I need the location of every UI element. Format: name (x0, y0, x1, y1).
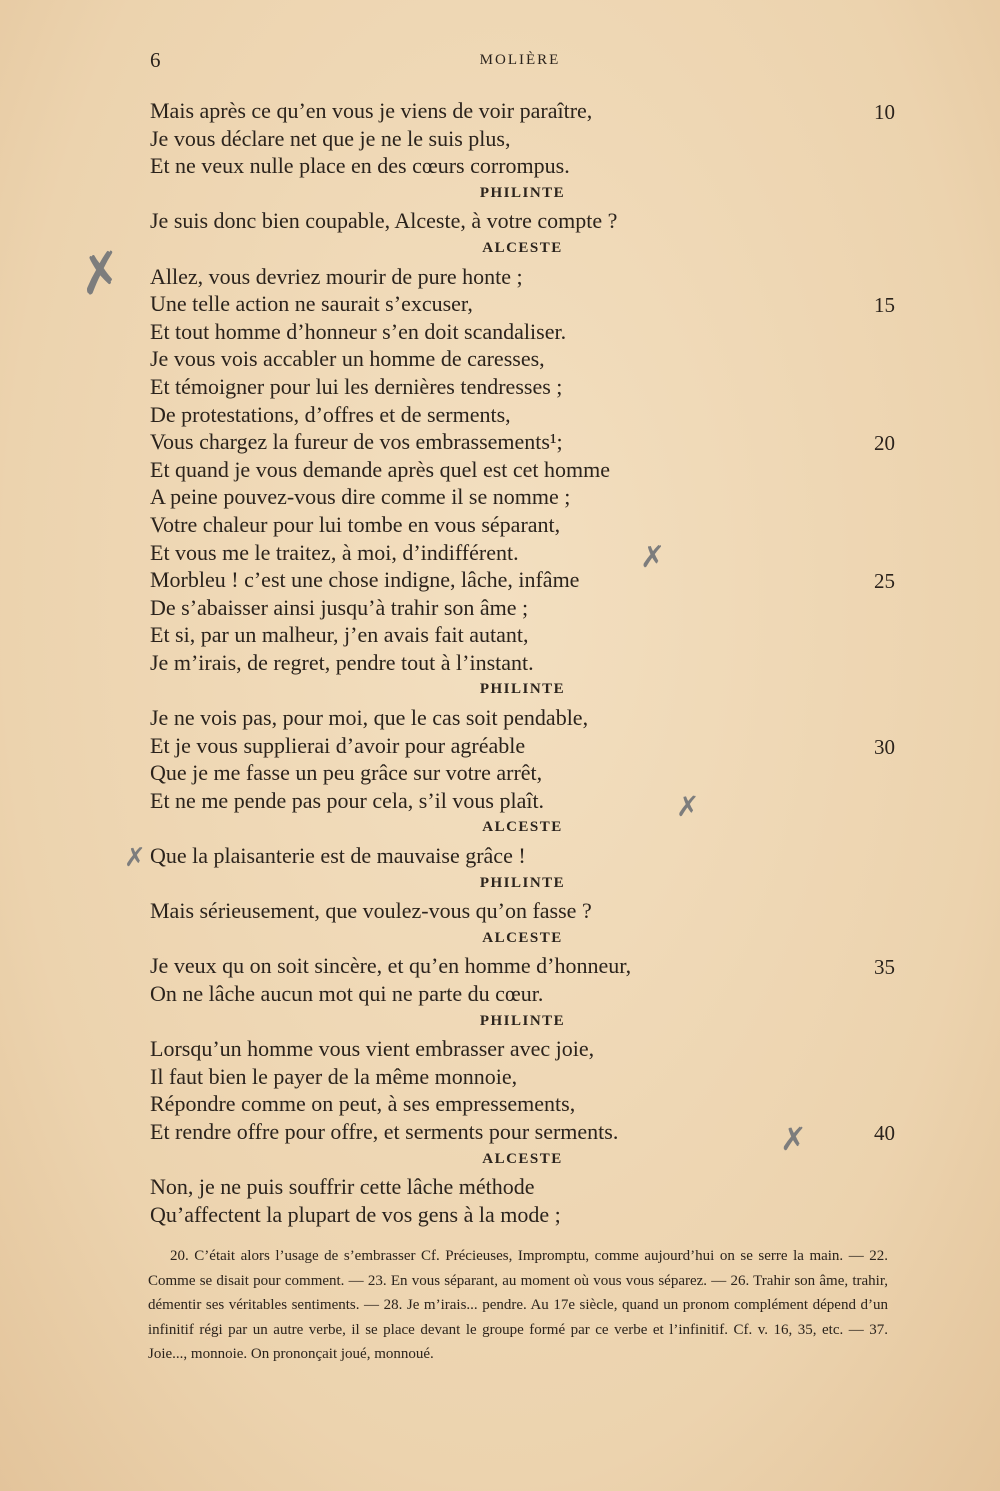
verse-line (150, 952, 895, 980)
pencil-mark-icon: ✗ (124, 843, 146, 873)
verse-line (150, 97, 895, 125)
verse-text: Je m’irais, de regret, pendre tout à l’instant. (150, 649, 534, 675)
verse-text: Il faut bien le payer de la même monnoie, (150, 1063, 518, 1089)
verse-line (150, 373, 895, 401)
verse-line (150, 401, 895, 429)
verse-line (150, 125, 895, 153)
verse-text: Votre chaleur pour lui tombe en vous séparant, (150, 511, 561, 537)
verse-text: On ne lâche aucun mot qui ne parte du cœur. (150, 981, 544, 1006)
page-header (150, 48, 890, 78)
speaker-name (150, 814, 895, 842)
speaker-label: ALCESTE (482, 819, 563, 836)
speaker-name (150, 870, 895, 898)
footnote-text: 20. C’était alors l’usage de s’embrasser Cf. Précieuses, Impromptu, comme aujourd’hui on se serre la main. — 22. Comme se disait pour comment. — 23. En vous séparant, au moment où vous vous séparez. — 26. Trahir son âme, trahir, démentir ses véritables sentiments. — 28. Je m’irais... pendre. Au 17e siècle, quand un pronom complément dépend d’un infinitif régi par un autre verbe, il se place devant le groupe formé par ce verbe et l’infinitif. Cf. v. 16, 35, etc. — 37. Joie..., monnoie. On prononçait joué, monnoué. (148, 1248, 888, 1362)
verse-line (150, 594, 895, 622)
speaker-label: PHILINTE (479, 1012, 566, 1029)
verse-text: Qu’affectent la plupart de vos gens à la mode ; (150, 1201, 561, 1227)
verse-number: 10 (874, 100, 895, 124)
verse-line (150, 152, 895, 180)
running-head: MOLIÈRE (479, 52, 561, 68)
verse-line (150, 649, 895, 677)
verse-text: Allez, vous devriez mourir de pure honte ; (150, 263, 523, 289)
speaker-name (150, 180, 895, 208)
verse-text: De s’abaisser ainsi jusqu’à trahir son âme ; (150, 594, 529, 620)
verse-text: Morbleu ! c’est une chose indigne, lâche, infâme (150, 567, 580, 593)
speaker-name (150, 1008, 895, 1036)
verse-text: Vous chargez la fureur de vos embrassements¹; (150, 429, 563, 455)
verse-line (150, 842, 895, 870)
verse-line (150, 897, 895, 925)
verse-number: 20 (874, 431, 895, 456)
verse-line (150, 456, 895, 484)
page-number: 6 (150, 48, 161, 72)
pencil-mark-icon: ✗ (676, 790, 700, 823)
verse-text: Je suis donc bien coupable, Alceste, à votre compte ? (150, 208, 618, 234)
verse-text: Et vous me le traitez, à moi, d’indifférent. (150, 539, 519, 565)
verse-text: Je veux qu on soit sincère, et qu’en homme d’honneur, (150, 953, 632, 979)
speaker-label: PHILINTE (479, 874, 566, 891)
speaker-label: ALCESTE (482, 929, 563, 946)
verse-line (150, 318, 895, 346)
verse-text: A peine pouvez-vous dire comme il se nomme ; (150, 484, 571, 510)
verse-text: Et rendre offre pour offre, et serments pour serments. (150, 1118, 619, 1144)
pencil-mark-icon: ✗ (640, 540, 666, 575)
verse-line (150, 1201, 895, 1229)
verse-number: 40 (874, 1120, 895, 1145)
verse-line (150, 980, 895, 1008)
speaker-name (150, 925, 895, 953)
verse-line (150, 345, 895, 373)
speaker-label: ALCESTE (482, 239, 563, 256)
verse-line (150, 787, 895, 815)
verse-line (150, 1090, 895, 1118)
speaker-label: PHILINTE (479, 681, 566, 698)
verse-text: Je vous vois accabler un homme de caresses, (150, 346, 545, 372)
verse-number: 35 (874, 955, 895, 980)
verse-number: 15 (874, 293, 895, 318)
verse-text: Une telle action ne saurait s’excuser, (150, 291, 473, 317)
verse-text: Mais après ce qu’en vous je viens de voir paraître, (150, 98, 593, 123)
verse-text: Répondre comme on peut, à ses empressements, (150, 1091, 576, 1117)
verse-text: Et ne me pende pas pour cela, s’il vous plaît. (150, 787, 545, 813)
verse-line (150, 566, 895, 594)
verse-line (150, 539, 895, 567)
speaker-name (150, 676, 895, 704)
verse-number: 25 (874, 569, 895, 594)
verse-text: Mais sérieusement, que voulez-vous qu’on fasse ? (150, 898, 592, 924)
pencil-mark-icon: ✗ (780, 1120, 807, 1158)
verse-text: De protestations, d’offres et de serments, (150, 401, 511, 427)
verse-line (150, 290, 895, 318)
verse-text: Non, je ne puis souffrir cette lâche méthode (150, 1174, 535, 1200)
verse-text: Et quand je vous demande après quel est cet homme (150, 456, 611, 482)
verse-number: 30 (874, 734, 895, 759)
verse-text: Et je vous supplierai d’avoir pour agréable (150, 732, 526, 758)
verse-line (150, 621, 895, 649)
verse-line (150, 732, 895, 760)
speaker-label: PHILINTE (479, 184, 566, 201)
verse-line (150, 263, 895, 291)
verse-line (150, 483, 895, 511)
verse-line (150, 1063, 895, 1091)
speaker-name (150, 235, 895, 263)
verse-line (150, 207, 895, 235)
verse-text: Et si, par un malheur, j’en avais fait autant, (150, 622, 529, 648)
verse-text: Je ne vois pas, pour moi, que le cas soit pendable, (150, 705, 589, 731)
footnotes (148, 1244, 888, 1367)
speaker-label: ALCESTE (482, 1150, 563, 1167)
verse-text: Et témoigner pour lui les dernières tendresses ; (150, 373, 563, 399)
verse-line (150, 428, 895, 456)
play-text (150, 97, 895, 1228)
pencil-mark-icon: ✗ (72, 238, 129, 309)
verse-line (150, 759, 895, 787)
verse-line (150, 511, 895, 539)
verse-line (150, 704, 895, 732)
verse-line (150, 1035, 895, 1063)
verse-text: Lorsqu’un homme vous vient embrasser avec joie, (150, 1036, 595, 1062)
verse-text: Et tout homme d’honneur s’en doit scandaliser. (150, 318, 567, 344)
verse-line (150, 1173, 895, 1201)
verse-text: Que la plaisanterie est de mauvaise grâce ! (150, 843, 526, 869)
verse-text: Je vous déclare net que je ne le suis plus, (150, 125, 511, 151)
verse-text: Et ne veux nulle place en des cœurs corrompus. (150, 153, 570, 179)
verse-text: Que je me fasse un peu grâce sur votre arrêt, (150, 760, 543, 786)
